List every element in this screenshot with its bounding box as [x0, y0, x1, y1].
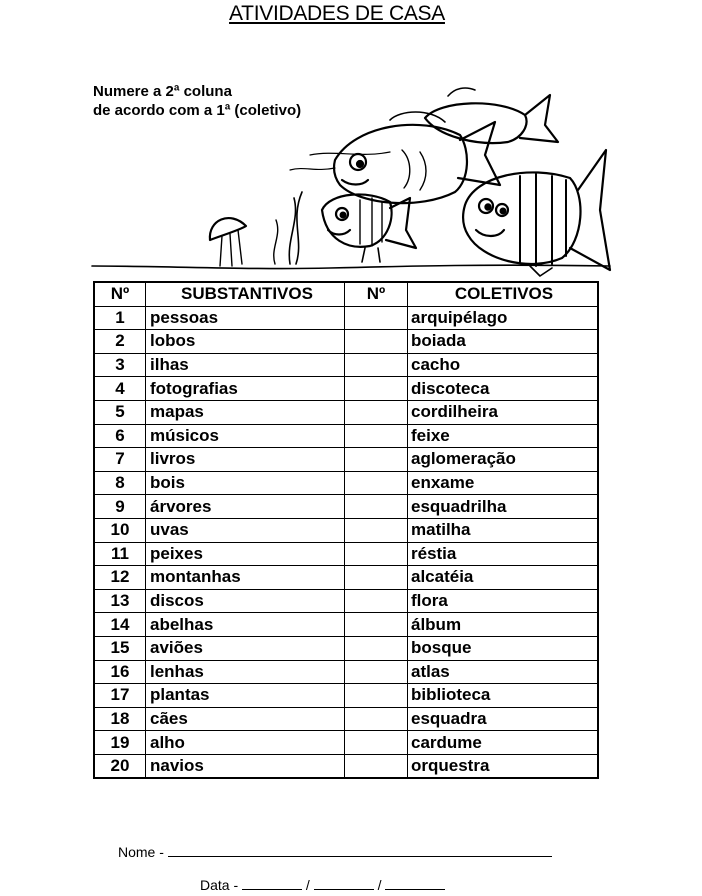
row-substantivo: livros — [146, 448, 345, 472]
row-coletivo: matilha — [408, 518, 599, 542]
row-coletivo: feixe — [408, 424, 599, 448]
table-row — [94, 448, 598, 472]
row-substantivo: discos — [146, 589, 345, 613]
row-coletivo: álbum — [408, 613, 599, 637]
row-answer-cell[interactable] — [345, 495, 408, 519]
row-number: 14 — [94, 613, 146, 637]
row-coletivo: flora — [408, 589, 599, 613]
row-answer-cell[interactable] — [345, 613, 408, 637]
row-answer-cell[interactable] — [345, 731, 408, 755]
row-number: 19 — [94, 731, 146, 755]
row-answer-cell[interactable] — [345, 660, 408, 684]
row-number: 12 — [94, 566, 146, 590]
name-field — [118, 843, 552, 860]
header-num: Nº — [94, 282, 146, 306]
row-answer-cell[interactable] — [345, 707, 408, 731]
row-substantivo: músicos — [146, 424, 345, 448]
page-title: ATIVIDADES DE CASA — [229, 2, 445, 25]
row-answer-cell[interactable] — [345, 518, 408, 542]
row-number: 20 — [94, 754, 146, 778]
table-row — [94, 707, 598, 731]
row-substantivo: uvas — [146, 518, 345, 542]
row-answer-cell[interactable] — [345, 589, 408, 613]
row-number: 16 — [94, 660, 146, 684]
row-answer-cell[interactable] — [345, 306, 408, 330]
row-substantivo: alho — [146, 731, 345, 755]
row-substantivo: árvores — [146, 495, 345, 519]
row-number: 7 — [94, 448, 146, 472]
row-answer-cell[interactable] — [345, 636, 408, 660]
row-answer-cell[interactable] — [345, 424, 408, 448]
date-year-line[interactable] — [385, 876, 445, 890]
table-row — [94, 306, 598, 330]
date-field — [200, 876, 445, 893]
row-answer-cell[interactable] — [345, 566, 408, 590]
row-number: 10 — [94, 518, 146, 542]
row-number: 18 — [94, 707, 146, 731]
row-coletivo: réstia — [408, 542, 599, 566]
date-month-line[interactable] — [314, 876, 374, 890]
row-substantivo: mapas — [146, 400, 345, 424]
row-number: 3 — [94, 353, 146, 377]
row-substantivo: pessoas — [146, 306, 345, 330]
row-answer-cell[interactable] — [345, 400, 408, 424]
row-substantivo: ilhas — [146, 353, 345, 377]
row-coletivo: alcatéia — [408, 566, 599, 590]
row-number: 11 — [94, 542, 146, 566]
row-coletivo: enxame — [408, 471, 599, 495]
row-substantivo: abelhas — [146, 613, 345, 637]
row-number: 13 — [94, 589, 146, 613]
row-answer-cell[interactable] — [345, 471, 408, 495]
table-row — [94, 589, 598, 613]
table-row — [94, 330, 598, 354]
row-coletivo: esquadrilha — [408, 495, 599, 519]
row-substantivo: montanhas — [146, 566, 345, 590]
table-row — [94, 495, 598, 519]
word-table — [93, 281, 599, 779]
table-row — [94, 471, 598, 495]
table-row — [94, 684, 598, 708]
row-number: 15 — [94, 636, 146, 660]
table-row — [94, 400, 598, 424]
table-row — [94, 754, 598, 778]
row-coletivo: cardume — [408, 731, 599, 755]
row-answer-cell[interactable] — [345, 542, 408, 566]
row-coletivo: cacho — [408, 353, 599, 377]
row-substantivo: lenhas — [146, 660, 345, 684]
header-num-2: Nº — [345, 282, 408, 306]
row-answer-cell[interactable] — [345, 330, 408, 354]
row-number: 17 — [94, 684, 146, 708]
table-row — [94, 377, 598, 401]
table-row — [94, 613, 598, 637]
instructions-line-1: Numere a 2ª coluna — [93, 83, 232, 100]
table-row — [94, 518, 598, 542]
row-coletivo: esquadra — [408, 707, 599, 731]
row-substantivo: fotografias — [146, 377, 345, 401]
fish-illustration-icon — [90, 80, 612, 278]
table-row — [94, 660, 598, 684]
row-number: 5 — [94, 400, 146, 424]
row-number: 8 — [94, 471, 146, 495]
table-row — [94, 424, 598, 448]
row-answer-cell[interactable] — [345, 754, 408, 778]
row-coletivo: bosque — [408, 636, 599, 660]
row-substantivo: peixes — [146, 542, 345, 566]
row-number: 4 — [94, 377, 146, 401]
row-answer-cell[interactable] — [345, 377, 408, 401]
table-header-row — [94, 282, 598, 306]
row-coletivo: biblioteca — [408, 684, 599, 708]
row-number: 2 — [94, 330, 146, 354]
row-coletivo: arquipélago — [408, 306, 599, 330]
row-substantivo: lobos — [146, 330, 345, 354]
date-separator-2: / — [377, 877, 382, 893]
row-answer-cell[interactable] — [345, 353, 408, 377]
row-coletivo: aglomeração — [408, 448, 599, 472]
row-coletivo: atlas — [408, 660, 599, 684]
row-coletivo: cordilheira — [408, 400, 599, 424]
header-substantivos: SUBSTANTIVOS — [146, 282, 345, 306]
table-row — [94, 636, 598, 660]
row-answer-cell[interactable] — [345, 448, 408, 472]
date-label: Data - — [200, 877, 239, 893]
row-number: 9 — [94, 495, 146, 519]
instructions-line-2: de acordo com a 1ª (coletivo) — [93, 102, 302, 119]
name-label: Nome - — [118, 844, 164, 860]
table-row — [94, 353, 598, 377]
date-separator-1: / — [305, 877, 310, 893]
row-number: 1 — [94, 306, 146, 330]
row-substantivo: cães — [146, 707, 345, 731]
date-day-line[interactable] — [242, 876, 302, 890]
row-substantivo: aviões — [146, 636, 345, 660]
row-coletivo: boiada — [408, 330, 599, 354]
row-coletivo: orquestra — [408, 754, 599, 778]
row-number: 6 — [94, 424, 146, 448]
row-substantivo: bois — [146, 471, 345, 495]
table-row — [94, 731, 598, 755]
table-row — [94, 566, 598, 590]
row-substantivo: navios — [146, 754, 345, 778]
name-line[interactable] — [168, 843, 552, 857]
row-substantivo: plantas — [146, 684, 345, 708]
header-coletivos: COLETIVOS — [408, 282, 599, 306]
table-row — [94, 542, 598, 566]
row-coletivo: discoteca — [408, 377, 599, 401]
row-answer-cell[interactable] — [345, 684, 408, 708]
